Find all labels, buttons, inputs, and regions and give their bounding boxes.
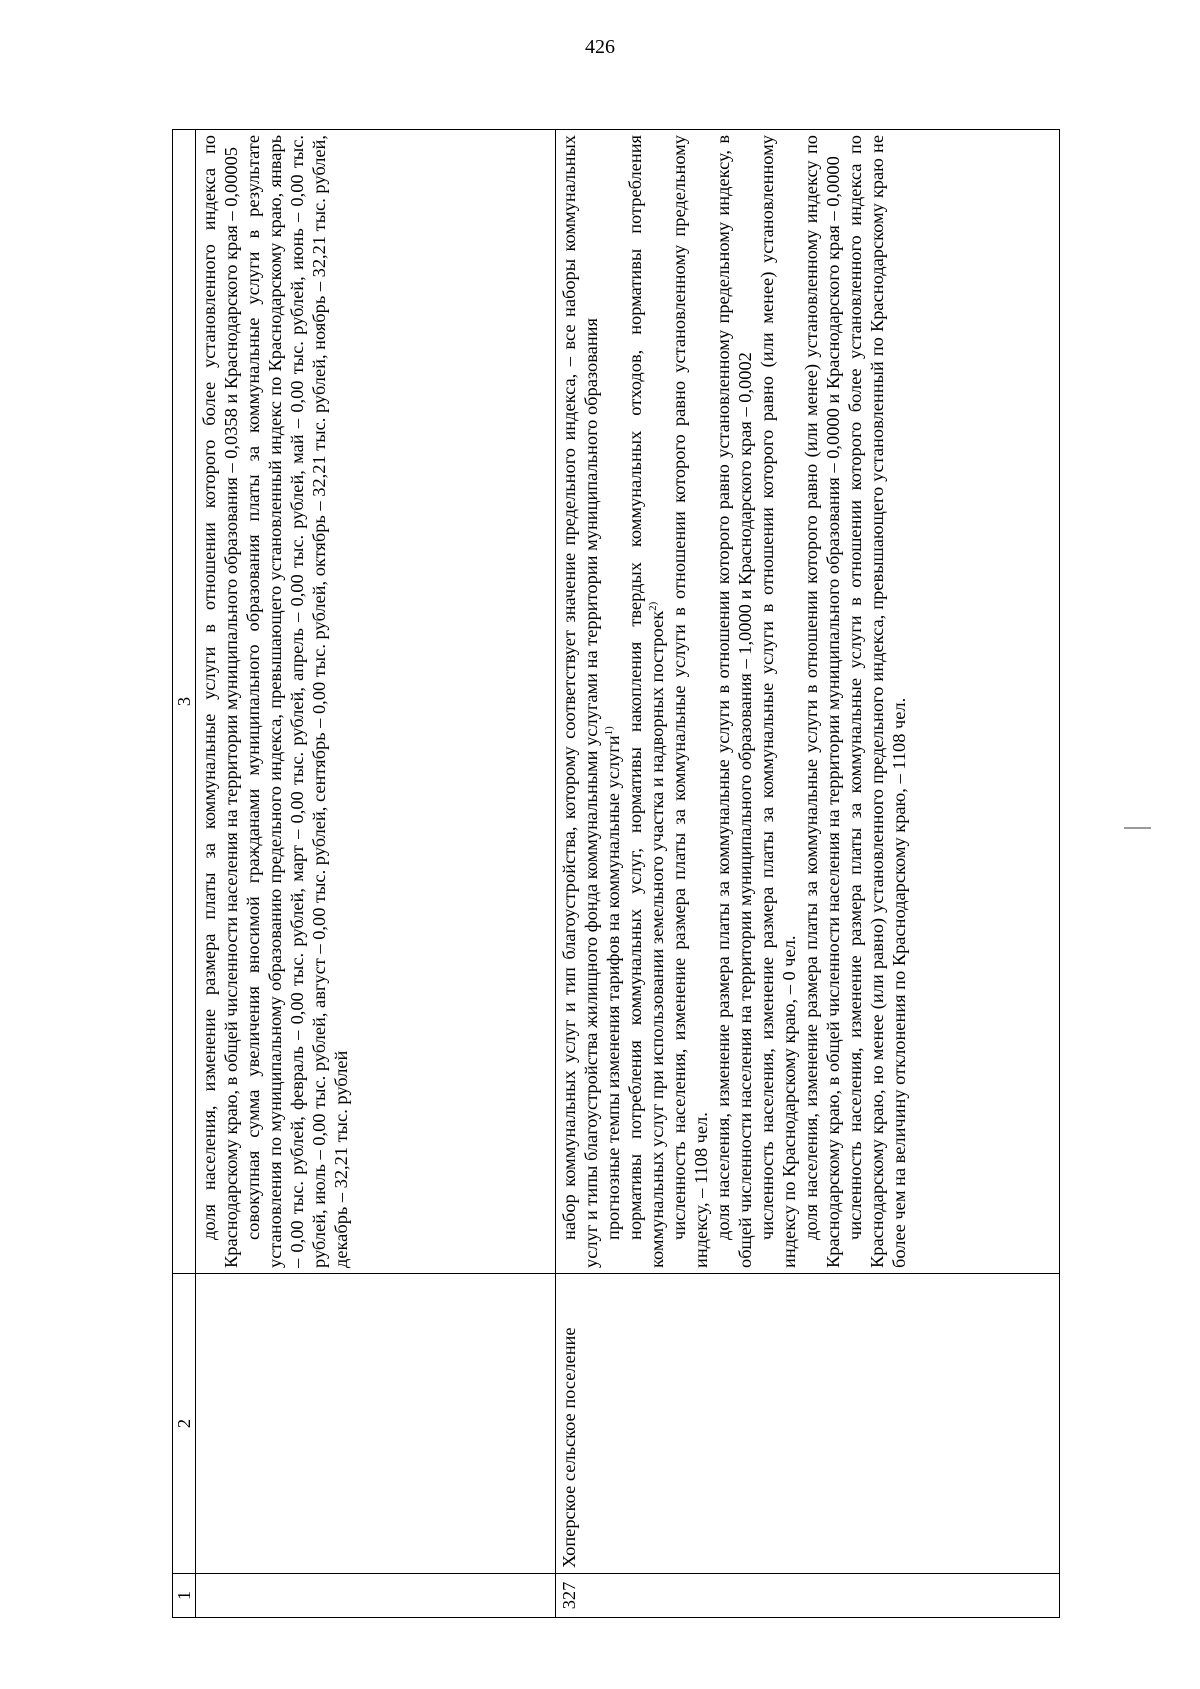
description-paragraph: численность населения, изменение размера платы за коммунальные услуги в отношении которого равно (или менее) установленному индексу по Краснодарскому краю, – 0 чел. (757, 135, 799, 1268)
description-paragraph: доля населения, изменение размера платы за коммунальные услуги в отношении которого равно (или менее) установленному индексу по Краснодарскому краю, в общей численности населения на территории муниципального образования – 0,0000 и Краснодарского края – 0,0000 (801, 135, 843, 1268)
table-row (556, 130, 1060, 1618)
description-cell (556, 130, 1060, 1274)
description-paragraph: доля населения, изменение размера платы за коммунальные услуги в отношении которого равно установленному предельному индексу, в общей численности населения на территории муниципального образования – 1,0000 и Краснодарского края – 0,0002 (713, 135, 755, 1268)
description-paragraph: численность населения, изменение размера платы за коммунальные услуги в отношении которого равно установленному предельному индексу, – 1108 чел. (669, 135, 711, 1268)
table-header-row (173, 130, 196, 1618)
table-row (196, 130, 556, 1618)
municipality-cell: Хоперское сельское поселение (556, 1274, 1060, 1574)
column-header-3: 3 (173, 130, 196, 1274)
description-paragraph: прогнозные темпы изменения тарифов на коммунальные услуги$^{1)}$ (602, 726, 623, 1240)
description-cell (196, 130, 556, 1274)
description-paragraph: набор коммунальных услуг и тип благоустройства, которому соответствует значение предельного индекса, – все наборы коммунальных услуг и типы благоустройства жилищного фонда коммунальными услугами на территории муниципального образования (559, 135, 601, 1268)
description-paragraph: нормативы потребления коммунальных услуг, нормативы накопления твердых коммунальных отходов, нормативы потребления коммунальных услуг при использовании земельного участка и надворных построек$^{2)}$ (625, 135, 667, 1268)
rotated-table-wrapper (172, 130, 1060, 1618)
page-number: 426 (585, 36, 615, 58)
municipality-cell (196, 1274, 556, 1574)
row-number-cell: 327 (556, 1574, 1060, 1618)
column-header-2: 2 (173, 1274, 196, 1574)
column-header-1: 1 (173, 1574, 196, 1618)
scan-mark (1124, 827, 1151, 829)
footnote-ref: 2) (646, 601, 659, 611)
description-paragraph: доля населения, изменение размера платы за коммунальные услуги в отношении которого более установленного индекса по Краснодарскому краю, в общей численности населения на территории муниципального образования – 0,0358 и Краснодарского края – 0,00005 (199, 135, 241, 1268)
footnote-ref: 1) (602, 726, 615, 736)
description-paragraph: численность населения, изменение размера платы за коммунальные услуги в отношении которого более установленного индекса по Краснодарскому краю, но менее (или равно) установленного предельного индекса, превышающего установленный по Краснодарскому краю не более чем на величину отклонения по Краснодарскому краю, – 1108 чел. (845, 135, 909, 1268)
description-paragraph: совокупная сумма увеличения вносимой гражданами муниципального образования платы за коммунальные услуги в результате установления по муниципальному образованию предельного индекса, превышающего установленный индекс по Краснодарскому краю, январь – 0,00 тыс. рублей, февраль – 0,00 тыс. рублей, март – 0,00 тыс. рублей, апрель – 0,00 тыс. рублей, май – 0,00 тыс. рублей, июнь – 0,00 тыс. рублей, июль – 0,00 тыс. рублей, август – 0,00 тыс. рублей, сентябрь – 0,00 тыс. рублей, октябрь – 32,21 тыс. рублей, ноябрь – 32,21 тыс. рублей, декабрь – 32,21 тыс. рублей (243, 135, 351, 1268)
row-number-cell (196, 1574, 556, 1618)
indices-table (172, 129, 1060, 1618)
